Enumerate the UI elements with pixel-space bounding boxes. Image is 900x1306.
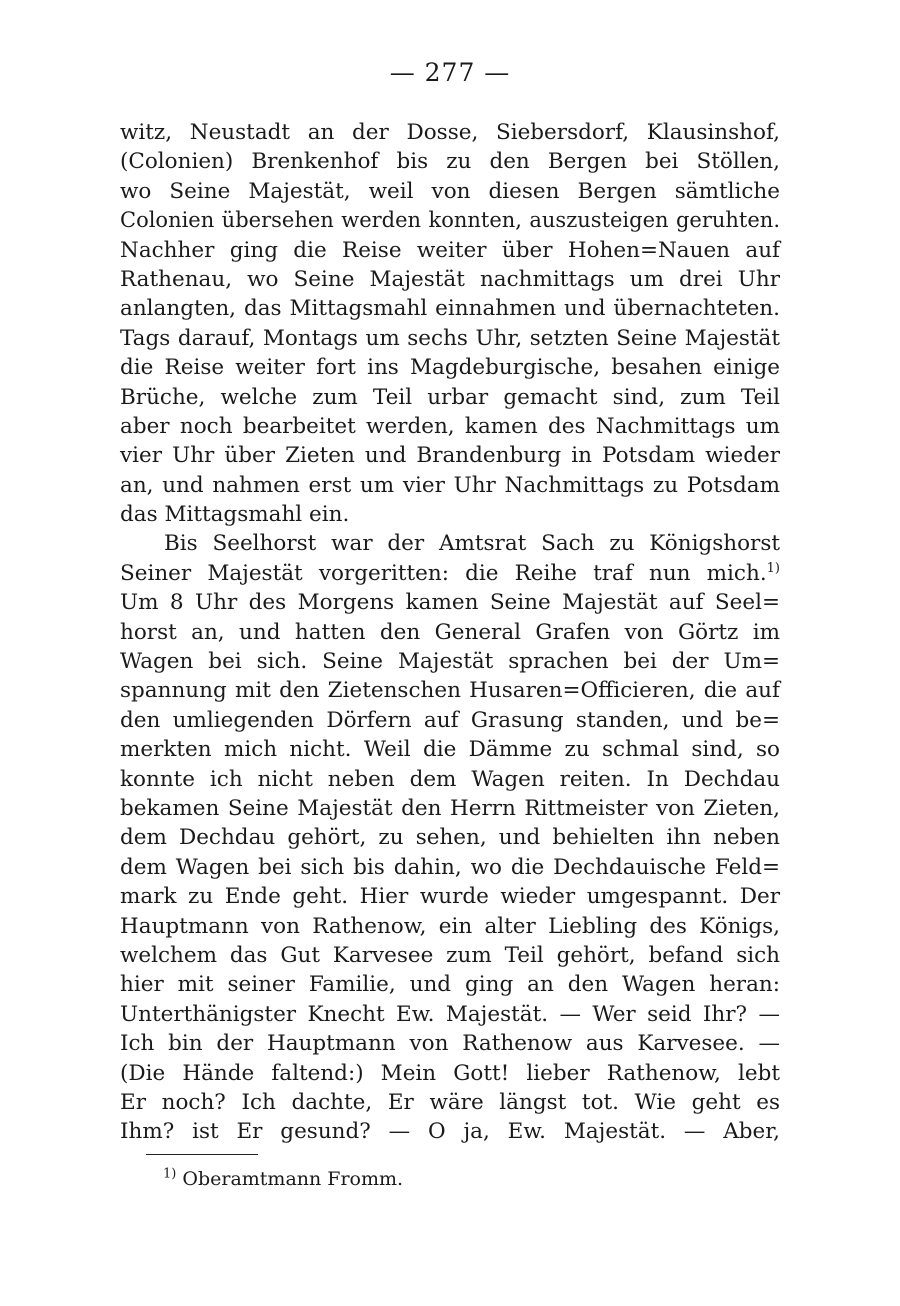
- text-line: anlangten, das Mittagsmahl einnahmen und übernachteten.: [120, 296, 780, 322]
- text-line: konnte ich nicht neben dem Wagen reiten. In Dechdau: [120, 766, 780, 792]
- text-line: welchem das Gut Karvesee zum Teil gehört, befand sich: [120, 942, 780, 968]
- text-line: spannung mit den Zietenschen Husaren=Officieren, die auf: [120, 678, 780, 704]
- text-line: Rathenau, wo Seine Majestät nachmittags um drei Uhr: [120, 266, 780, 292]
- text-line: die Reise weiter fort ins Magdeburgische, besahen einige: [120, 355, 780, 381]
- text-line: merkten mich nicht. Weil die Dämme zu schmal sind, so: [120, 737, 780, 763]
- text-line: (Colonien) Brenkenhof bis zu den Bergen bei Stöllen,: [120, 149, 780, 175]
- text-line: dem Dechdau gehört, zu sehen, und behielten ihn neben: [120, 825, 780, 851]
- footnote-marker: 1): [163, 1166, 177, 1182]
- text-line: an, und nahmen erst um vier Uhr Nachmittags zu Potsdam: [120, 472, 780, 498]
- footnote: [163, 1167, 403, 1191]
- text-line: aber noch bearbeitet werden, kamen des Nachmittags um: [120, 413, 780, 439]
- text-line: Colonien übersehen werden konnten, auszusteigen geruhten.: [120, 208, 780, 233]
- text-line: Er noch? Ich dachte, Er wäre längst tot. Wie geht es: [120, 1089, 780, 1115]
- text-line-content: Seiner Majestät vorgeritten: die Reihe traf nun mich.: [120, 560, 767, 586]
- text-line: den umliegenden Dörfern auf Grasung standen, und be=: [120, 707, 780, 733]
- text-line: horst an, und hatten den General Grafen von Görtz im: [120, 619, 780, 645]
- text-line: Tags darauf, Montags um sechs Uhr, setzten Seine Majestät: [120, 325, 780, 351]
- text-line: mark zu Ende geht. Hier wurde wieder umgespannt. Der: [120, 884, 780, 910]
- text-line: dem Wagen bei sich bis dahin, wo die Dechdauische Feld=: [120, 854, 780, 880]
- text-line: Bis Seelhorst war der Amtsrat Sach zu Königshorst: [164, 531, 780, 557]
- footnote-divider: [146, 1154, 258, 1155]
- text-line: vier Uhr über Zieten und Brandenburg in Potsdam wieder: [120, 443, 780, 469]
- text-line: Um 8 Uhr des Morgens kamen Seine Majestät auf Seel=: [120, 590, 780, 616]
- text-line: Ihm? ist Er gesund? — O ja, Ew. Majestät. — Aber,: [120, 1119, 780, 1145]
- text-line: Nachher ging die Reise weiter über Hohen=Nauen auf: [120, 237, 780, 263]
- text-line: (Die Hände faltend:) Mein Gott! lieber Rathenow, lebt: [120, 1060, 780, 1086]
- footnote-text: Oberamtmann Fromm.: [182, 1168, 404, 1190]
- text-line: Unterthänigster Knecht Ew. Majestät. — Wer seid Ihr? —: [120, 1001, 780, 1027]
- text-line: Brüche, welche zum Teil urbar gemacht sind, zum Teil: [120, 384, 780, 410]
- page-number: — 277 —: [389, 58, 511, 87]
- text-line: hier mit seiner Familie, und ging an den Wagen heran:: [120, 972, 780, 998]
- footnote-reference: 1): [766, 560, 780, 576]
- text-line-with-footnote-ref: [120, 559, 780, 588]
- text-line: bekamen Seine Majestät den Herrn Rittmeister von Zieten,: [120, 795, 780, 821]
- text-line: wo Seine Majestät, weil von diesen Bergen sämtliche: [120, 178, 780, 204]
- text-line: witz, Neustadt an der Dosse, Siebersdorf, Klausinshof,: [120, 120, 780, 145]
- text-line: Ich bin der Hauptmann von Rathenow aus Karvesee. —: [120, 1031, 780, 1057]
- body-text: [120, 118, 780, 1147]
- text-line: Hauptmann von Rathenow, ein alter Liebling des Königs,: [120, 913, 780, 939]
- text-line: das Mittagsmahl ein.: [120, 502, 350, 528]
- text-line: Wagen bei sich. Seine Majestät sprachen bei der Um=: [120, 649, 780, 675]
